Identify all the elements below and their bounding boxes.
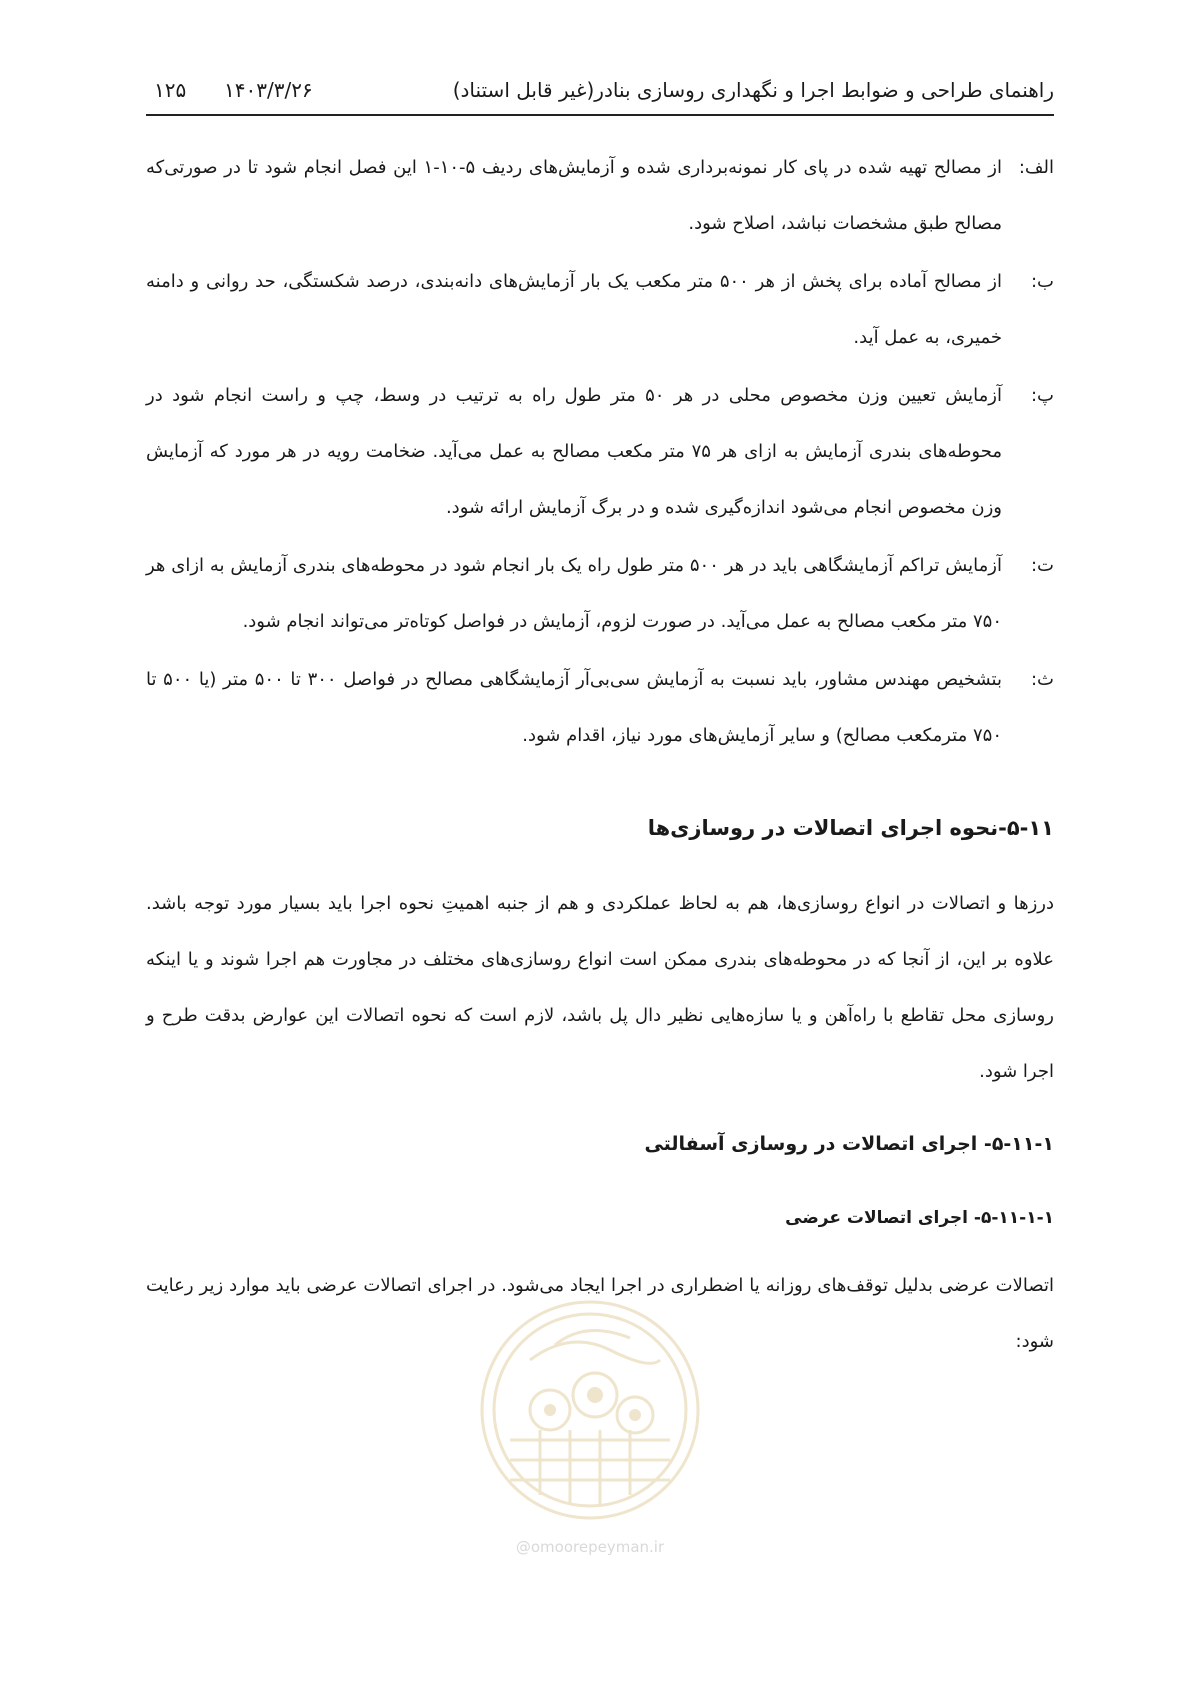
page-number: ۱۲۵ (154, 78, 187, 102)
list-item-text: از مصالح تهیه شده در پای کار نمونه‌برداری شده و آزمایش‌های ردیف ۵-۱۰-۱ این فصل انجام شود تا در صورتی‌که مصالح طبق مشخصات نباشد، اصلاح شود. (146, 157, 1002, 234)
list-item (146, 140, 1054, 252)
subsection-heading: ۵-۱۱-۱- اجرای اتصالات در روسازی آسفالتی (644, 1133, 1054, 1155)
list-item-letter: ث: (1030, 669, 1054, 690)
list-item (146, 538, 1054, 650)
section-paragraph: درزها و اتصالات در انواع روسازی‌ها، هم به لحاظ عملکردی و هم از جنبه اهمیتِ نحوه اجرا باید بسیار مورد توجه باشد. علاوه بر این، از آنجا که در محوطه‌های بندری ممکن است انواع روسازی‌های مختلف در مجاورت هم اجرا شوند و یا اینکه روسازی محل تقاطع با راه‌آهن و یا سازه‌هایی نظیر دال پل باشد، لازم است که نحوه اتصالات این عوارض بدقت طرح و اجرا شود. (146, 893, 1054, 1082)
page-header (146, 74, 1054, 116)
header-date: ۱۴۰۳/۳/۲۶ (224, 78, 313, 102)
list-item (146, 254, 1054, 366)
list-item-letter: ت: (1030, 555, 1054, 576)
header-title: راهنمای طراحی و ضوابط اجرا و نگهداری روسازی بنادر(غیر قابل استناد) (452, 78, 1054, 102)
list-item-text: از مصالح آماده برای پخش از هر ۵۰۰ متر مکعب یک بار آزمایش‌های دانه‌بندی، درصد شکستگی، حد روانی و دامنه خمیری، به عمل آید. (146, 271, 1002, 348)
list-item-text: بتشخیص مهندس مشاور، باید نسبت به آزمایش سی‌بی‌آر آزمایشگاهی مصالح در فواصل ۳۰۰ تا ۵۰۰ متر (یا ۵۰۰ تا ۷۵۰ مترمکعب مصالح) و سایر آزمایش‌های مورد نیاز، اقدام شود. (146, 669, 1002, 746)
list-item (146, 368, 1054, 536)
watermark-caption: @omoorepeyman.ir (515, 1538, 665, 1556)
subsubsection-paragraph: اتصالات عرضی بدلیل توقف‌های روزانه یا اضطراری در اجرا ایجاد می‌شود. در اجرای اتصالات عرضی باید موارد زیر رعایت شود: (146, 1275, 1054, 1352)
section-heading: ۵-۱۱-نحوه اجرای اتصالات در روسازی‌ها (647, 816, 1054, 840)
list-item-letter: ب: (1030, 271, 1054, 292)
list-item-letter: الف: (1018, 157, 1054, 178)
list-item (146, 652, 1054, 764)
watermark-logo (470, 1290, 710, 1560)
subsubsection-heading: ۵-۱۱-۱-۱- اجرای اتصالات عرضی (785, 1208, 1054, 1228)
page-content (146, 140, 1054, 1370)
list-item-letter: پ: (1030, 385, 1054, 406)
lettered-list (146, 140, 1054, 764)
list-item-text: آزمایش تعیین وزن مخصوص محلی در هر ۵۰ متر طول راه به ترتیب در وسط، چپ و راست انجام شود در محوطه‌های بندری آزمایش به ازای هر ۷۵ متر مکعب مصالح به عمل می‌آید. ضخامت رویه در هر مورد که آزمایش وزن مخصوص انجام می‌شود اندازه‌گیری شده و در برگ آزمایش ارائه شود. (146, 385, 1002, 518)
list-item-text: آزمایش تراکم آزمایشگاهی باید در هر ۵۰۰ متر طول راه یک بار انجام شود در محوطه‌های بندری آزمایش به ازای هر ۷۵۰ متر مکعب مصالح به عمل می‌آید. در صورت لزوم، آزمایش در فواصل کوتاه‌تر می‌تواند انجام شود. (146, 555, 1002, 632)
watermark-seal-icon (470, 1290, 710, 1535)
